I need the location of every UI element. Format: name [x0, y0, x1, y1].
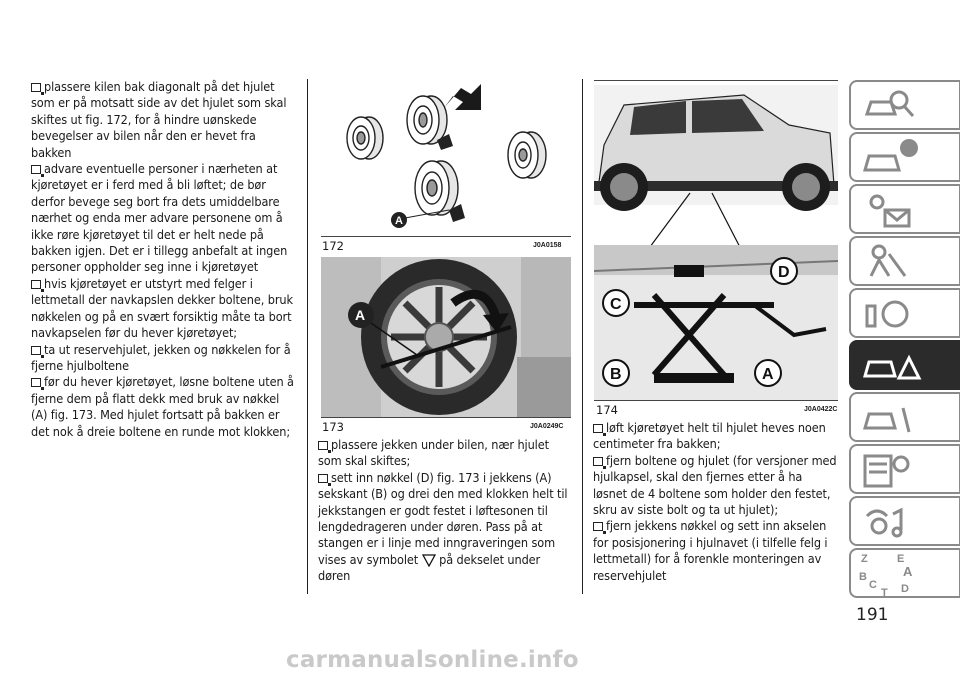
bullet-icon — [31, 280, 41, 289]
tab-car-info[interactable] — [849, 132, 960, 182]
bullet-paragraph: fjern boltene og hjulet (for versjoner med hjulkapsel, skal den fjernes etter å ha løsnet de 4 boltene som holder den festet, skru av siste bolt og ta ut hjulet); — [593, 452, 837, 518]
bullet-paragraph: fjern jekkens nøkkel og sett inn akselen for posisjonering i hjulnavet (i tilfelle felg i lettmetall) for å forenkle monteringen av reservehjulet — [593, 518, 828, 583]
figure-code: J0A0249C — [530, 423, 564, 430]
callout-label: A — [355, 307, 366, 323]
figure-number: 174 — [596, 403, 618, 417]
column-divider — [307, 79, 308, 594]
figure-173-wheel-wrench — [321, 257, 571, 417]
callout-label: B — [610, 366, 622, 383]
bullet-icon — [31, 346, 41, 355]
callout-label: A — [395, 215, 403, 227]
tab-technical-data[interactable] — [849, 444, 960, 494]
figure-rule — [594, 400, 838, 401]
bullet-paragraph: ta ut reservehjulet, jekken og nøkkelen for å fjerne hjulboltene — [31, 341, 291, 373]
tab-maintenance[interactable] — [849, 392, 960, 442]
bullet-paragraph: plassere kilen bak diagonalt på det hjulet som er på motsatt side av det hjulet som skal skiftes ut fig. 172, for å hindre uønskede bevegelser av bilen når den er hevet fra bakken — [31, 79, 287, 160]
svg-text:E: E — [897, 553, 905, 565]
figure-rule — [321, 236, 571, 237]
figure-172-wheel-chocks — [321, 80, 571, 236]
svg-text:D: D — [901, 583, 909, 595]
tab-dashboard[interactable] — [849, 80, 960, 130]
page-number: 191 — [856, 605, 889, 625]
watermark-text: carmanualsonline.info — [286, 647, 579, 673]
svg-text:C: C — [869, 579, 877, 591]
bullet-icon — [593, 457, 603, 466]
figure-code: J0A0422C — [804, 406, 838, 413]
bullet-paragraph: løft kjøretøyet helt til hjulet heves noen centimeter fra bakken; — [593, 420, 826, 452]
bullet-icon — [31, 378, 41, 387]
tab-safety[interactable] — [849, 236, 960, 286]
svg-text:Z: Z — [861, 553, 868, 565]
bullet-icon — [318, 441, 328, 450]
text-column-2 — [318, 437, 571, 585]
triangle-symbol-icon — [422, 553, 436, 567]
tab-lights-warnings[interactable] — [849, 184, 960, 234]
bullet-icon — [593, 522, 603, 531]
svg-text:B: B — [859, 571, 867, 583]
figure-top-rule — [594, 80, 838, 81]
figure-code: J0A0158 — [533, 242, 562, 249]
figure-number: 172 — [322, 239, 344, 253]
text-column-1 — [31, 79, 297, 440]
svg-text:T: T — [881, 587, 888, 598]
figure-rule — [321, 417, 571, 418]
text-column-3 — [593, 420, 838, 584]
car-jack-illustration — [594, 85, 838, 400]
tab-index[interactable] — [849, 548, 960, 598]
bullet-paragraph: plassere jekken under bilen, nær hjulet som skal skiftes; — [318, 437, 549, 469]
tab-emergency-active[interactable] — [849, 340, 960, 390]
bullet-paragraph: før du hever kjøretøyet, løsne boltene uten å fjerne dem på flatt dekk med bruk av nøkkel (A) fig. 173. Med hjulet fortsatt på bakken er det nok å dreie boltene en runde mot klokken; — [31, 374, 294, 439]
figure-174-jack — [594, 85, 838, 400]
bullet-icon — [318, 474, 328, 483]
callout-label: A — [762, 366, 774, 383]
bullet-paragraph: sett inn nøkkel (D) fig. 173 i jekkens (A) sekskant (B) og drei den med klokken helt til jekkstangen er godt festet i løftesonen til lengdedrageren under døren. Pass på at stangen er i linje med inngraveringen som vises av symbolet på dekselet under døren — [318, 469, 568, 584]
callout-label: D — [778, 264, 790, 281]
wheel-illustration — [321, 80, 571, 236]
bullet-paragraph: hvis kjøretøyet er utstyrt med felger i lettmetall der navkapslen dekker boltene, bruk nøkkelen og på en svært forsiktig måte ta bort navkapselen før du hever kjøretøyet; — [31, 275, 293, 341]
bullet-icon — [31, 83, 41, 92]
figure-number: 173 — [322, 420, 344, 434]
bullet-icon — [31, 165, 41, 174]
column-divider — [582, 79, 583, 594]
bullet-icon — [593, 424, 603, 433]
svg-text:A: A — [903, 564, 913, 579]
tab-starting-driving[interactable] — [849, 288, 960, 338]
bullet-paragraph: advare eventuelle personer i nærheten at kjøretøyet er i ferd med å bli løftet; de bør derfor bevege seg bort fra dets umiddelbare nærhet og enda mer advare personene om å ikke røre kjøretøyet til det er helt nede på bakken igjen. Det er i tillegg anbefalt at ingen personer oppholder seg inne i kjøretøyet — [31, 161, 288, 275]
wheel-photo-illustration — [321, 257, 571, 417]
tab-multimedia[interactable] — [849, 496, 960, 546]
callout-label: C — [610, 296, 622, 313]
